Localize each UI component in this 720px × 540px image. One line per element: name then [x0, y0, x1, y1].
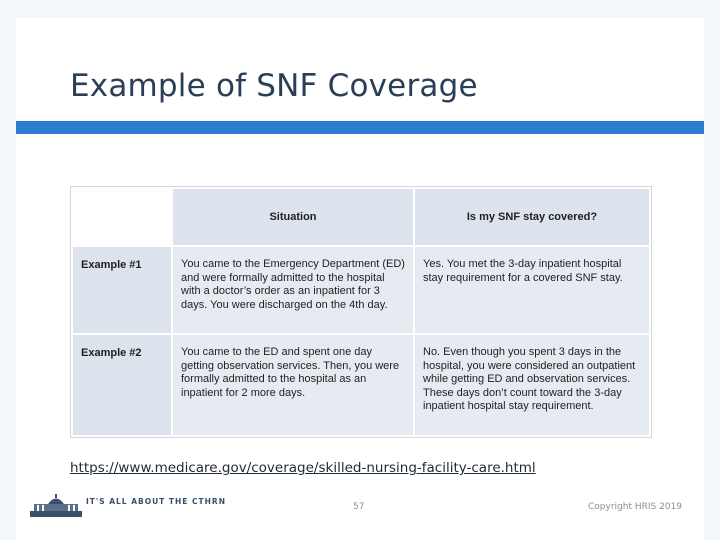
cthrn-logo	[28, 493, 226, 519]
slide-frame-right	[704, 0, 720, 540]
medicare-link[interactable]: https://www.medicare.gov/coverage/skilled-nursing-facility-care.html	[70, 460, 536, 476]
copyright-text: Copyright HRIS 2019	[588, 502, 682, 512]
situation-cell: You came to the Emergency Department (ED) and were formally admitted to the hospital with a doctor’s order as an inpatient for 3 days. You were discharged on the 4th day.	[172, 246, 414, 334]
coverage-table-container	[70, 186, 652, 438]
table-header-situation: Situation	[172, 188, 414, 246]
slide-frame-left	[0, 0, 16, 540]
covered-cell: Yes. You met the 3-day inpatient hospital stay requirement for a covered SNF stay.	[414, 246, 650, 334]
row-label: Example #2	[72, 334, 172, 436]
capitol-building-icon	[28, 493, 84, 519]
table-row	[72, 334, 650, 436]
accent-band	[16, 121, 704, 134]
table-header-covered: Is my SNF stay covered?	[414, 188, 650, 246]
situation-cell: You came to the ED and spent one day getting observation services. Then, you were formally admitted to the hospital as an inpatient for 2 more days.	[172, 334, 414, 436]
page-number: 57	[353, 502, 365, 512]
slide-title: Example of SNF Coverage	[70, 68, 478, 104]
table-header-row	[72, 188, 650, 246]
row-label: Example #1	[72, 246, 172, 334]
covered-cell: No. Even though you spent 3 days in the hospital, you were considered an outpatient while getting ED and observation services. These days don’t count toward the 3-day inpatient hospital stay requirement.	[414, 334, 650, 436]
logo-text: IT'S ALL ABOUT THE CTHRN	[86, 497, 226, 506]
table-header-blank	[72, 188, 172, 246]
table-row	[72, 246, 650, 334]
slide-frame-top	[0, 0, 720, 18]
coverage-table	[71, 187, 651, 437]
